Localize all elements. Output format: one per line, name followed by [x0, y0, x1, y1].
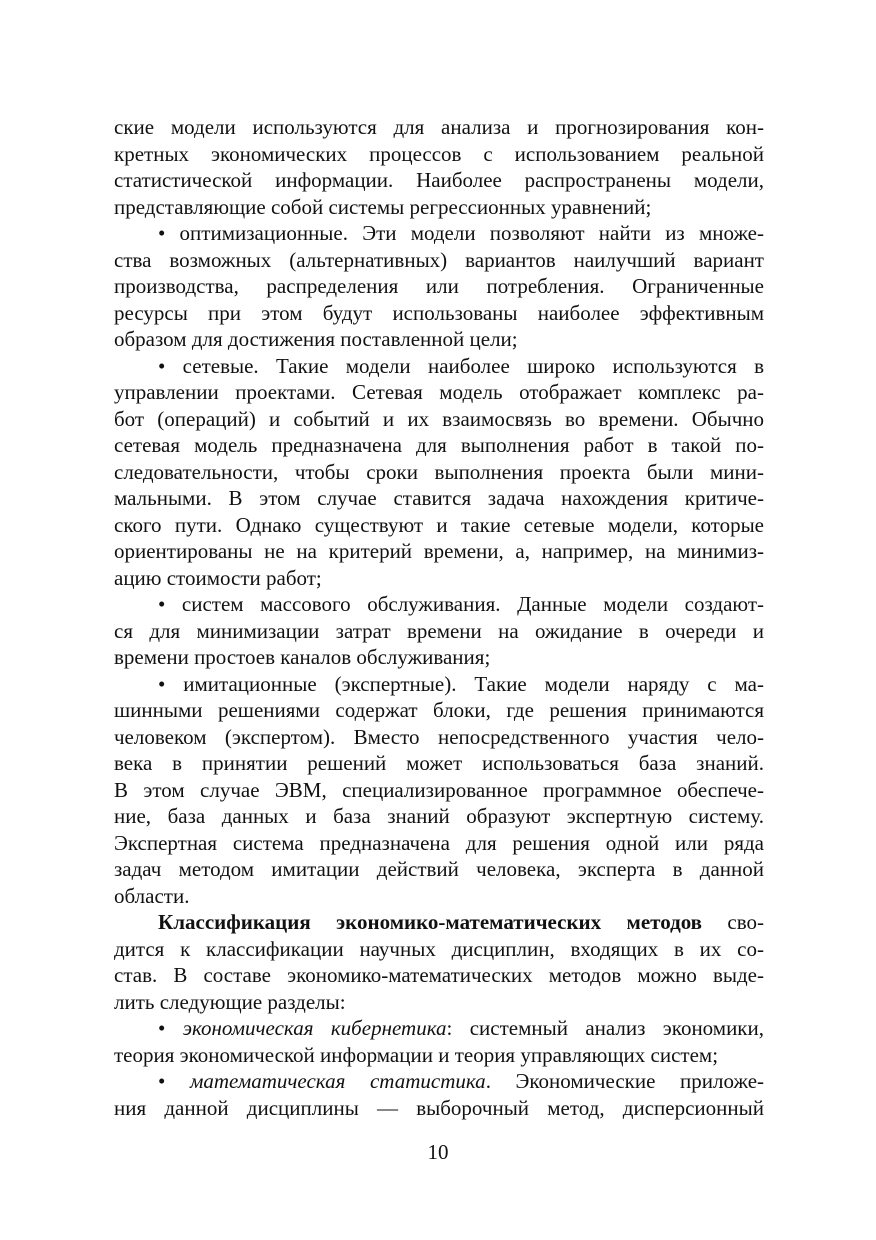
text-line: ские модели используются для анализа и прогнозирования кон- — [114, 115, 764, 139]
text-line: человеком (экспертом). Вместо непосредственного участия чело- — [114, 724, 764, 749]
text-line — [114, 909, 764, 936]
text-line: ского пути. Однако существуют и такие сетевые модели, которые — [114, 512, 764, 537]
paragraph-cybernetics — [114, 1015, 764, 1068]
paragraph-classification — [114, 909, 764, 1015]
text-line: лить следующие разделы: — [114, 989, 346, 1014]
text-line: Экспертная система предназначена для решения одной или ряда — [114, 830, 764, 855]
text-fragment: : системный анализ экономики, — [446, 1016, 764, 1040]
paragraph-models-intro — [114, 114, 764, 220]
text-line: века в принятии решений может использоваться база знаний. — [114, 751, 764, 775]
text-line: ресурсы при этом будут использованы наиболее эффективным — [114, 300, 764, 325]
text-line: производства, распределения или потребления. Ограниченные — [114, 274, 764, 298]
page-number: 10 — [427, 1140, 449, 1164]
term-cybernetics: экономическая кибернетика — [182, 1016, 447, 1040]
text-line: • имитационные (экспертные). Такие модели наряду с ма- — [158, 671, 764, 696]
text-line: теория экономической информации и теория управляющих систем; — [114, 1042, 719, 1067]
text-line: ства возможных (альтернативных) вариантов наилучший вариант — [114, 247, 764, 272]
text-fragment: сво- — [702, 910, 764, 934]
text-line: области. — [114, 883, 190, 908]
text-line: став. В составе экономико-математических методов можно выде- — [114, 963, 764, 987]
text-line: управлении проектами. Сетевая модель отображает комплекс ра- — [114, 380, 764, 404]
text-line: • оптимизационные. Эти модели позволяют найти из множе- — [158, 221, 764, 245]
text-line: времени простоев каналов обслуживания; — [114, 645, 491, 669]
text-line: образом для достижения поставленной цели; — [114, 327, 518, 351]
text-line — [114, 1068, 764, 1095]
text-line: ся для минимизации затрат времени на ожидание в очереди и — [114, 618, 764, 643]
text-line: кретных экономических процессов с использованием реальной — [114, 141, 764, 166]
text-line: В этом случае ЭВМ, специализированное программное обеспече- — [114, 777, 764, 802]
text-fragment: . Экономические приложе- — [485, 1069, 765, 1093]
text-line: представляющие собой системы регрессионных уравнений; — [114, 194, 652, 219]
text-line: бот (операций) и событий и их взаимосвязь во времени. Обычно — [114, 406, 764, 431]
text-line: следовательности, чтобы сроки выполнения проекта были мини- — [114, 459, 764, 484]
text-line: ориентированы не на критерий времени, а, например, на минимиз- — [114, 539, 764, 563]
text-line: дится к классификации научных дисциплин, входящих в их со- — [114, 936, 764, 961]
paragraph-network — [114, 353, 764, 592]
text-line: • систем массового обслуживания. Данные модели создают- — [158, 592, 764, 616]
bullet: • — [158, 1069, 190, 1093]
paragraph-simulation — [114, 671, 764, 910]
text-line — [114, 1015, 764, 1042]
text-line: задач методом имитации действий человека, эксперта в данной — [114, 857, 764, 881]
term-statistics: математическая статистика — [189, 1069, 486, 1093]
paragraph-optimization — [114, 220, 764, 353]
text-line: ния данной дисциплины — выборочный метод, дисперсионный — [114, 1095, 764, 1120]
text-line: • сетевые. Такие модели наиболее широко используются в — [158, 353, 764, 378]
page-text — [114, 114, 764, 1121]
paragraph-queueing — [114, 591, 764, 671]
text-line: ацию стоимости работ; — [114, 565, 322, 590]
text-line: ние, база данных и база знаний образуют экспертную систему. — [114, 804, 764, 828]
text-line: сетевая модель предназначена для выполнения работ в такой по- — [114, 433, 764, 457]
text-line: шинными решениями содержат блоки, где решения принимаются — [114, 698, 764, 722]
text-line: мальными. В этом случае ставится задача нахождения критиче- — [114, 486, 764, 510]
bullet: • — [158, 1016, 183, 1040]
paragraph-statistics — [114, 1068, 764, 1121]
classification-heading: Классификация экономико-математических методов — [158, 910, 703, 934]
text-line: статистической информации. Наиболее распространены модели, — [114, 168, 764, 192]
